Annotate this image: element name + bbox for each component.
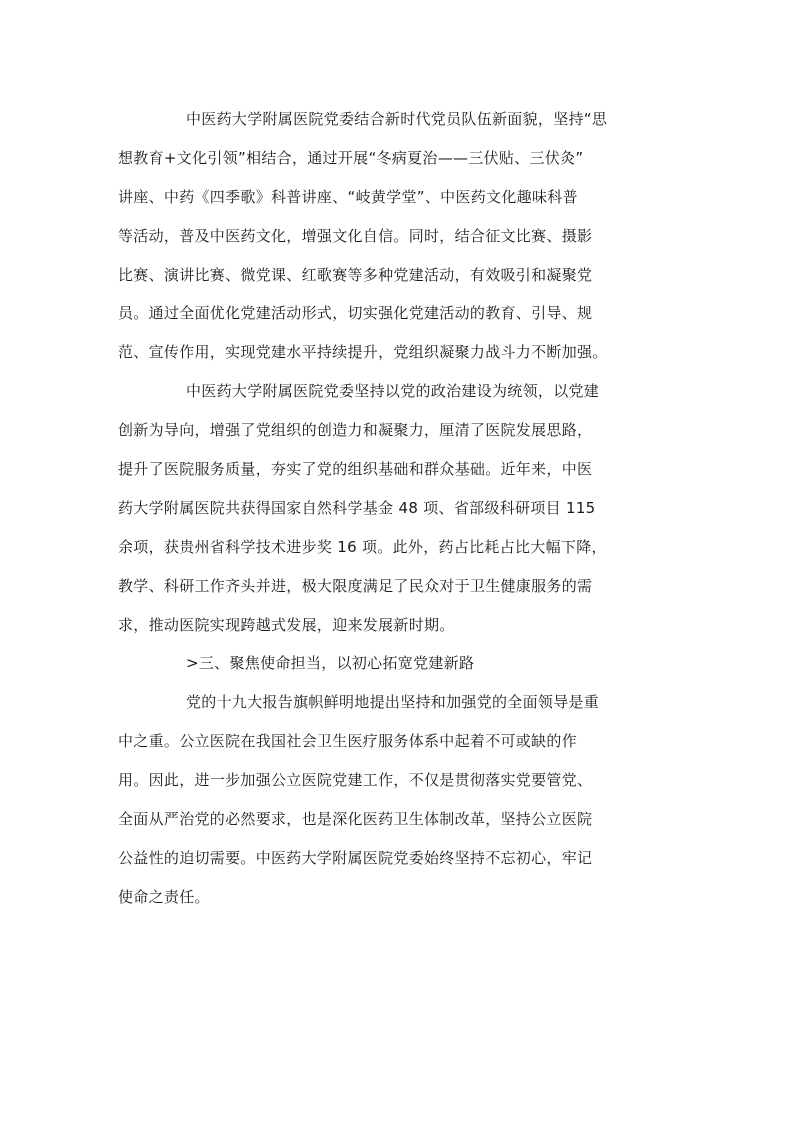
document-body xyxy=(118,100,676,917)
paragraph-2 xyxy=(118,372,676,644)
paragraph-2-line: 药大学附属医院共获得国家自然科学基金 48 项、省部级科研项目 115 xyxy=(118,498,596,517)
paragraph-1-line: 等活动，普及中医药文化，增强文化自信。同时，结合征文比赛、摄影 xyxy=(118,226,593,245)
paragraph-3-line: 党的十九大报告旗帜鲜明地提出坚持和加强党的全面领导是重 xyxy=(186,693,600,712)
paragraph-3-line: 全面从严治党的必然要求，也是深化医药卫生体制改革，坚持公立医院 xyxy=(118,810,593,829)
paragraph-3-line: 使命之责任。 xyxy=(118,887,210,906)
paragraph-2-line: 提升了医院服务质量，夯实了党的组织基础和群众基础。近年来，中医 xyxy=(118,460,593,479)
paragraph-2-line: 中医药大学附属医院党委坚持以党的政治建设为统领，以党建 xyxy=(186,382,600,401)
paragraph-1-line: 想教育+文化引领”相结合，通过开展“冬病夏治——三伏贴、三伏灸” xyxy=(118,148,584,167)
paragraph-1-line: 中医药大学附属医院党委结合新时代党员队伍新面貌，坚持“思 xyxy=(186,110,608,128)
paragraph-3-line: 公益性的迫切需要。中医药大学附属医院党委始终坚持不忘初心，牢记 xyxy=(118,848,593,867)
paragraph-2-line: 余项，获贵州省科学技术进步奖 16 项。此外，药占比耗占比大幅下降， xyxy=(118,537,607,556)
paragraph-1-line: 比赛、演讲比赛、微党课、红歌赛等多种党建活动，有效吸引和凝聚党 xyxy=(118,265,593,284)
paragraph-1-line: 员。通过全面优化党建活动形式，切实强化党建活动的教育、引导、规 xyxy=(118,304,593,323)
paragraph-3-line: 用。因此，进一步加强公立医院党建工作，不仅是贯彻落实党要管党、 xyxy=(118,771,593,790)
section-heading: >三、聚焦使命担当，以初心拓宽党建新路 xyxy=(186,654,475,673)
paragraph-2-line: 求，推动医院实现跨越式发展，迎来发展新时期。 xyxy=(118,615,455,634)
paragraph-3-line: 中之重。公立医院在我国社会卫生医疗服务体系中起着不可或缺的作 xyxy=(118,732,578,751)
paragraph-2-line: 教学、科研工作齐头并进，极大限度满足了民众对于卫生健康服务的需 xyxy=(118,576,593,595)
paragraph-1-line: 讲座、中药《四季歌》科普讲座、“岐黄学堂”、中医药文化趣味科普 xyxy=(118,187,578,206)
paragraph-2-line: 创新为导向，增强了党组织的创造力和凝聚力，厘清了医院发展思路， xyxy=(118,421,593,440)
paragraph-1 xyxy=(118,100,676,372)
paragraph-1-line: 范、宣传作用，实现党建水平持续提升，党组织凝聚力战斗力不断加强。 xyxy=(118,343,608,362)
paragraph-3 xyxy=(118,683,676,916)
